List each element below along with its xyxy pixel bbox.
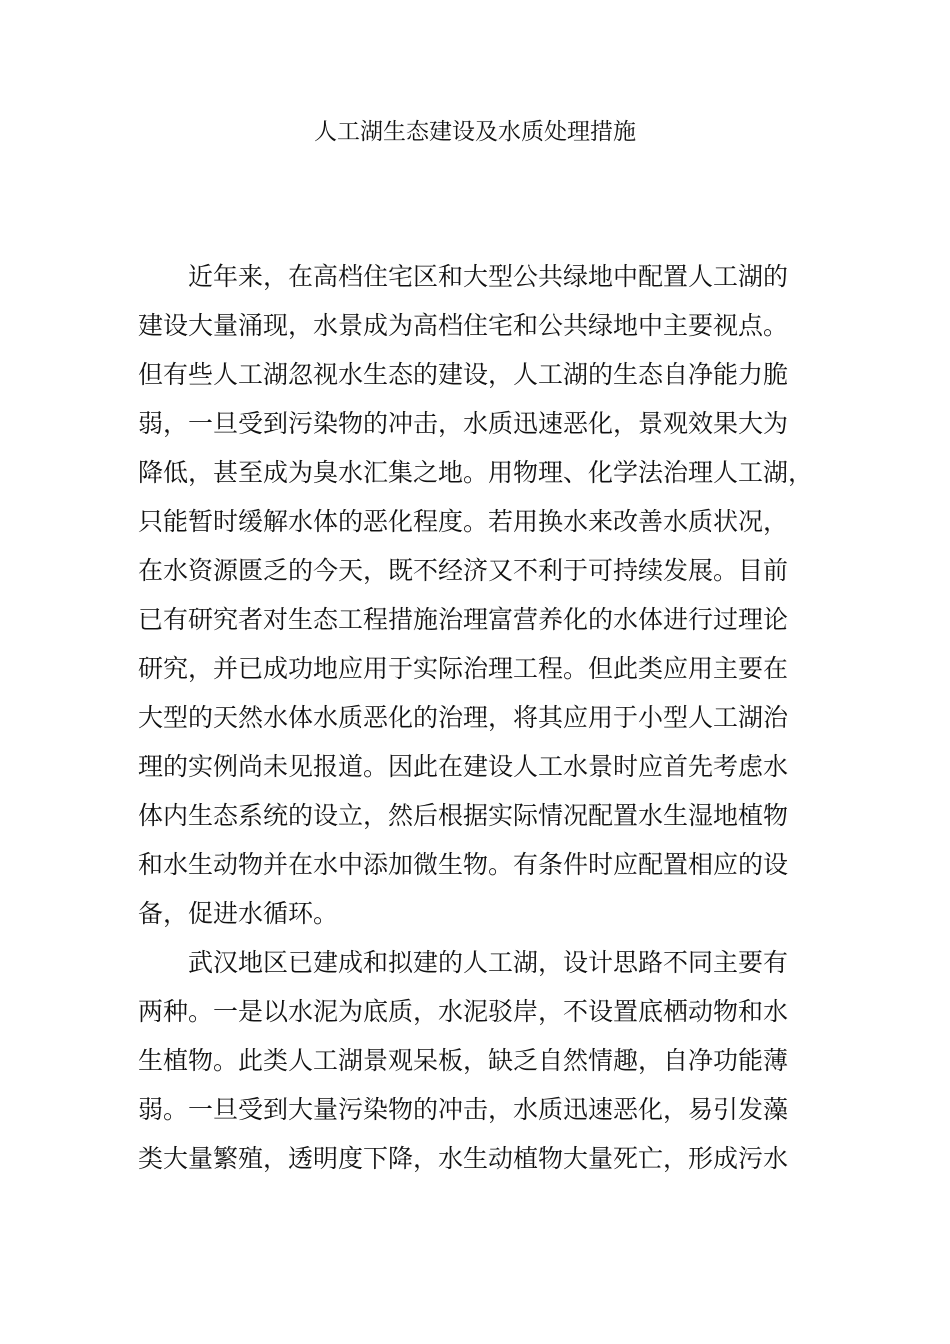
text-line: 弱，一旦受到污染物的冲击，水质迅速恶化，景观效果大为	[138, 409, 789, 438]
text-line: 生植物。此类人工湖景观呆板，缺乏自然情趣，自净功能薄	[138, 1046, 789, 1075]
text-line: 体内生态系统的设立，然后根据实际情况配置水生湿地植物	[138, 801, 789, 830]
text-line: 备，促进水循环。	[138, 899, 339, 928]
text-line: 弱。一旦受到大量污染物的冲击，水质迅速恶化，易引发藻	[138, 1095, 789, 1124]
text-line: 已有研究者对生态工程措施治理富营养化的水体进行过理论	[138, 605, 789, 634]
paragraph-1	[138, 252, 818, 938]
text-line: 在水资源匮乏的今天，既不经济又不利于可持续发展。目前	[138, 556, 789, 585]
text-line: 降低，甚至成为臭水汇集之地。用物理、化学法治理人工湖，	[138, 458, 814, 487]
text-line: 大型的天然水体水质恶化的治理，将其应用于小型人工湖治	[138, 703, 789, 732]
document-title: 人工湖生态建设及水质处理措施	[314, 119, 636, 145]
text-line: 研究，并已成功地应用于实际治理工程。但此类应用主要在	[138, 654, 789, 683]
document-body	[138, 252, 818, 1183]
text-line: 建设大量涌现，水景成为高档住宅和公共绿地中主要视点。	[138, 311, 789, 340]
text-line: 和水生动物并在水中添加微生物。有条件时应配置相应的设	[138, 850, 789, 879]
text-line: 理的实例尚未见报道。因此在建设人工水景时应首先考虑水	[138, 752, 789, 781]
text-line: 武汉地区已建成和拟建的人工湖，设计思路不同主要有	[188, 948, 789, 977]
text-line: 只能暂时缓解水体的恶化程度。若用换水来改善水质状况，	[138, 507, 789, 536]
text-line: 类大量繁殖，透明度下降，水生动植物大量死亡，形成污水	[138, 1144, 789, 1173]
text-line: 近年来，在高档住宅区和大型公共绿地中配置人工湖的	[188, 262, 789, 291]
text-line: 但有些人工湖忽视水生态的建设，人工湖的生态自净能力脆	[138, 360, 789, 389]
paragraph-2	[138, 938, 818, 1183]
text-line: 两种。一是以水泥为底质，水泥驳岸，不设置底栖动物和水	[138, 997, 789, 1026]
